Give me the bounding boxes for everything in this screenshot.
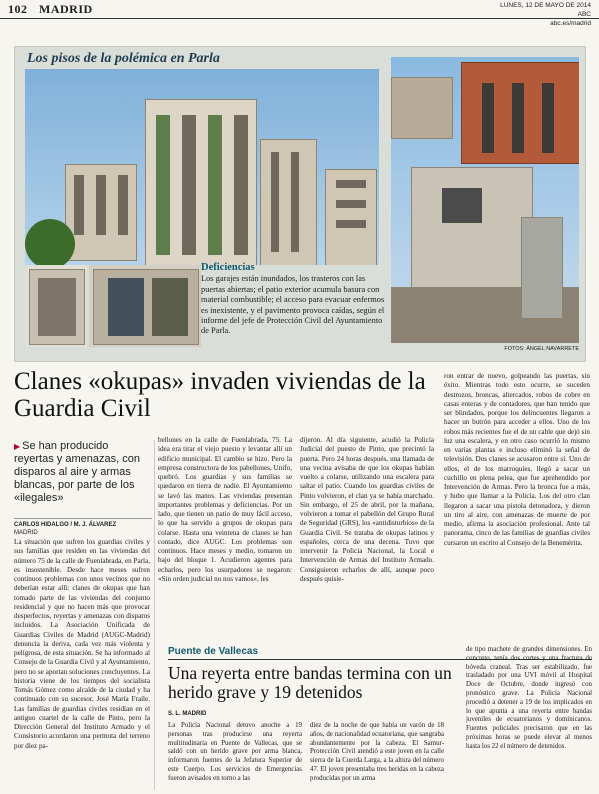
second-headline: Una reyerta entre bandas termina con un herido grave y 19 detenidos — [168, 663, 452, 702]
column-divider — [154, 440, 155, 790]
second-byline: S. L. MADRID — [168, 711, 207, 717]
header-info — [500, 1, 591, 28]
building-photo — [25, 69, 379, 265]
photo-credit: FOTOS: ÁNGEL NAVARRETE — [504, 346, 579, 352]
deck-text: Se han producido reyertas y amenazas, con disparos al aire y armas blancas, por parte de los «ilegales» — [14, 440, 140, 504]
courtyard-photo — [391, 57, 579, 343]
second-section-label: Puente de Vallecas — [168, 646, 259, 657]
main-column-3 — [300, 436, 434, 638]
detail-photo-2 — [89, 265, 201, 347]
second-column-1 — [168, 722, 302, 790]
caption-text: Los garajes están inundados, los trasteros con las puertas abiertas; el patio exterior acumula basura con material combustible; el acceso para evacuar enfermos es inexistente, y el pavimento provoca caídas, según el informe del jefe de Protección Civil del Ayuntamiento de Parla. — [201, 274, 385, 336]
second-column-3-text: de tipo machete de grandes dimensiones. En concreto, tenía dos cortes y una fractura de bóveda craneal. Tras ser estabilizado, fue trasladado por una UVI móvil al Hospital Doce de Octubre, donde ingresó con pronóstico grave. La Policía Nacional procedió a detener a 19 de los implicados en lo que apunta a una reyerta entre bandas juveniles de ecuatorianos y dominicanos. Fuentes policiales precisaron que en las próximas horas se puede elevar al menos hasta los 22 el número de detenidos. — [466, 646, 592, 750]
publication-name: ABC — [577, 11, 591, 18]
page-header — [8, 2, 93, 17]
main-column-1 — [14, 538, 150, 790]
second-column-2-text: diez de la noche de que había un varón de 18 años, de nacionalidad ecuatoriana, que sangraba abundantemente por la cabeza. El Samur-Protección Civil atendió a este joven en la calle sierra de la Cuerda Larga, a la altura del número 47. El joven presentaba tres heridas en la cabeza producidas por un arma — [310, 722, 444, 782]
byline-location: MADRID — [14, 530, 38, 536]
photo-box-title: Los pisos de la polémica en Parla — [27, 51, 220, 66]
main-headline: Clanes «okupas» invaden viviendas de la Guardia Civil — [14, 368, 426, 422]
page-number: 102 — [8, 2, 28, 16]
detail-photo-1 — [25, 265, 87, 347]
header-rule — [0, 18, 599, 19]
main-column-2-text: bellones en la calle de Fuenlabrada, 75. La idea era tirar el viejo puesto y levantar allí un edificio municipal. El cambio se hizo. Pero la empresa constructora de los pabellones, Unifo, quebró. Los guardias y sus familias se quedaron en tierra de nadie. El Ayuntamiento se lavó las manos. Las viviendas presentan importantes problemas y deficiencias. Por un lado, que tienen un patio de muy fácil acceso, lo que ha servido a grupos de okupas para colarse. Hasta una veintena de clanes se han contado, dice AUGC. Los problemas son continuos. Hace meses y medio, tomaron un bajo del bloque 1. Acudieron agentes para echarlos, pero los usurpadores se negaron: «Sin orden judicial no nos vamos», les — [158, 436, 292, 583]
triangle-icon: ▶ — [14, 442, 21, 451]
website-link[interactable]: abc.es/madrid — [550, 20, 591, 27]
main-deck — [14, 440, 144, 505]
main-column-4 — [444, 372, 590, 638]
issue-date: LUNES, 12 DE MAYO DE 2014 — [500, 2, 591, 9]
photo-box — [14, 46, 586, 362]
caption-title: Deficiencias — [201, 262, 255, 273]
photo-caption — [201, 263, 391, 337]
byline-authors: CARLOS HIDALGO / M. J. ÁLVAREZ — [14, 522, 117, 528]
main-column-1-text: La situación que sufren los guardias civiles y sus familias que residen en las viviendas del número 75 de la calle de Fuenlabrada, en Parla, es insostenible. Desde hace meses sufren continuos problemas con unos vecinos que no deberían estar allí: clanes de okupas que han tomado parte de las viviendas del conjunto residencial y que no hacen más que provocar desperfectos, reyertas y amenazas con disparos incluidos. La Asociación Unificada de Guardias Civiles de Madrid (AUGC-Madrid) denuncia la deriva, cada vez más violenta y peligrosa, de esta situación. Se ha informado al Consejo de la Guardia Civil y al Ayuntamiento, pero no se aportan soluciones concluyentes. La historia viene de los tiempos del socialista Tomás Gómez como alcalde de la ciudad y ha continuado con su sucesor, José María Fraile. Las familias de guardias civiles residían en el antiguo cuartel de la calle de Pinto, pero la Dirección General del Instituto Armado y el Consistorio acordaron una permuta del terreno por diez pa- — [14, 538, 150, 750]
second-column-2 — [310, 722, 444, 790]
second-column-1-text: La Policía Nacional detuvo anoche a 19 personas tras producirse una reyerta multitudinaria en Puente de Vallecas, que se saldó con un herido grave por arma blanca, informaron fuentes de la Jefatura Superior de este Cuerpo. Los servicios de Emergencias fueron avisados en torno a las — [168, 722, 302, 782]
main-column-3-text: dijeron. Al día siguiente, acudió la Policía Judicial del puesto de Pinto, que precintó la puerta. Pero 24 horas después, una llamada de una vecina avisaba de que los okupas habían vuelto a colarse, utilizando una escalera para saltar el patio. Cuando los guardias civiles de Pinto volvieron, el clan ya se había marchado. Sin embargo, el 25 de abril, por la mañana, volvieron a tomar el pabellón del Grupo Rural de Seguridad (GRS), los «antidisturbios» de la Guardia Civil. Se trataba de okupas latinos y españoles, cerca de una decena. Tuvo que intervenir la Policía Nacional, la Local e Intervención de Armas del Instituto Armado. Consiguieron echarlos de allí, aunque poco después quisie- — [300, 436, 434, 583]
second-column-3 — [466, 646, 592, 790]
main-byline — [14, 518, 152, 537]
main-column-2 — [158, 436, 292, 638]
main-column-4-text: ron entrar de nuevo, golpeando las puertas, sin éxito. Mientras todo esto ocurre, se suceden destrozos, broncas, altercados, robos de cobre en casas enteras y de contadores, que han tenido que ser blindados, porque los delincuentes llegaron a hacer un butrón para acceder a ellos. Uno de los robos más recientes fue el de un cable que dejó sin luz una escalera, y en otro caso ocurrió lo mismo en varias plantas e incluso eliminó la señal de televisión. Dos clanes se acusaron entre sí. Uno de ellos, el de los marroquíes, llegó a sacar un cuchillo en plena pelea, que fue aprehendido por Intervención de Armas. Pero la bronca fue a más, y hubo que llamar a la Policía. Los del otro clan llegaron a sacar una pistola detonadora, y dieron un tiro al aire, con amenazas de muerte de por medio, afirma la asociación profesional. Ante tal panorama, cinco de las familias de guardias civiles cursaron un escrito al Consejo de la Benemérita. — [444, 372, 590, 547]
section-name: MADRID — [39, 2, 93, 16]
